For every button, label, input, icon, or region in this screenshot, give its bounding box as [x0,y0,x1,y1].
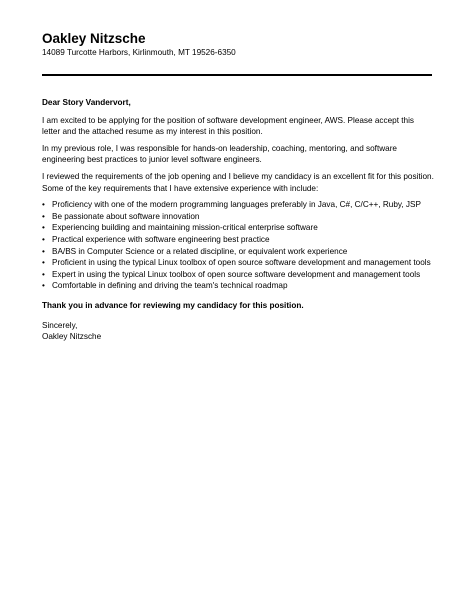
bullet-icon: • [42,211,45,221]
list-item-text: Proficient in using the typical Linux toolbox of open source software development and management tools [52,258,431,268]
list-item [42,199,434,211]
sender-address: 14089 Turcotte Harbors, Kirlinmouth, MT 19526-6350 [42,48,236,57]
bullet-icon: • [42,223,45,233]
paragraph-intro: I am excited to be applying for the position of software development engineer, AWS. Please accept this letter and the attached resume as my interest in this position. [42,115,414,137]
header-divider [42,74,432,76]
bullet-icon: • [42,246,45,256]
list-item [42,257,434,269]
list-item [42,269,434,281]
signature-name: Oakley Nitzsche [42,332,102,342]
list-item [42,222,434,234]
bullet-icon: • [42,281,45,291]
list-item [42,234,434,246]
list-item [42,211,434,223]
list-item-text: Experiencing building and maintaining mission-critical enterprise software [52,223,318,233]
list-item-text: Expert in using the typical Linux toolbox of open source software development and management tools [52,269,421,279]
paragraph-requirements-intro: I reviewed the requirements of the job opening and I believe my candidacy is an excellent fit for this position. Some of the key requirements that I have extensive experience with include: [42,171,434,193]
list-item-text: BA/BS in Computer Science or a related discipline, or equivalent work experience [52,246,348,256]
list-item-text: Practical experience with software engineering best practice [52,234,270,244]
bullet-icon: • [42,234,45,244]
closing-line: Thank you in advance for reviewing my candidacy for this position. [42,300,304,310]
sender-name: Oakley Nitzsche [42,31,146,46]
list-item-text: Be passionate about software innovation [52,211,200,221]
letter-body [42,97,434,343]
paragraph-previous-role: In my previous role, I was responsible for hands-on leadership, coaching, mentoring, and software engineering best practices to junior level software engineers. [42,143,397,165]
bullet-icon: • [42,258,45,268]
list-item-text: Comfortable in defining and driving the team's technical roadmap [52,281,288,291]
list-item-text: Proficiency with one of the modern programming languages preferably in Java, C#, C/C++, Ruby, JSP [52,200,421,210]
requirements-list [42,199,434,292]
list-item [42,246,434,258]
bullet-icon: • [42,269,45,279]
bullet-icon: • [42,200,45,210]
salutation: Dear Story Vandervort, [42,98,131,107]
list-item [42,280,434,292]
signoff: Sincerely, [42,320,78,330]
